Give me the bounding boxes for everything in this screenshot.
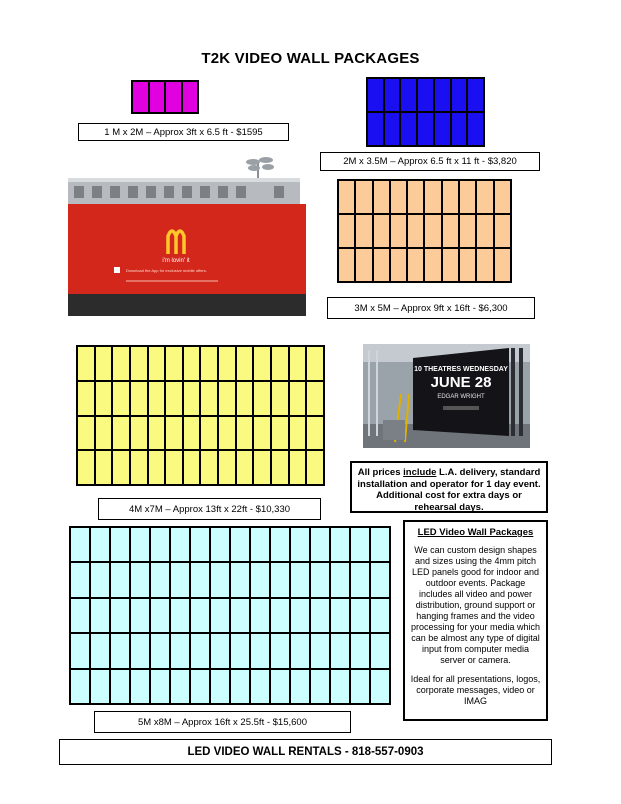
led-panel-cell — [400, 112, 417, 146]
led-panel-cell — [200, 381, 218, 416]
led-panel-cell — [290, 669, 310, 704]
led-panel-cell — [190, 598, 210, 633]
led-panel-cell — [310, 527, 330, 562]
led-panel-cell — [130, 669, 150, 704]
led-panel-cell — [350, 598, 370, 633]
led-panel-cell — [230, 669, 250, 704]
led-panel-cell — [253, 416, 271, 451]
led-panel-cell — [289, 450, 307, 485]
led-panel-cell — [150, 562, 170, 597]
led-panel-cell — [476, 248, 493, 282]
led-panel-cell — [290, 527, 310, 562]
led-panel-cell — [183, 416, 201, 451]
led-panel-cell — [355, 180, 372, 214]
led-panel-cell — [370, 598, 390, 633]
led-panel-cell — [132, 81, 149, 113]
stage-video-wall-photo — [363, 344, 530, 448]
led-panel-cell — [90, 669, 110, 704]
stage-screen-line3: EDGAR WRIGHT — [437, 394, 485, 400]
package-label-2x3.5: 2M x 3.5M – Approx 6.5 ft x 11 ft - $3,820 — [320, 152, 540, 171]
led-panel-cell — [310, 669, 330, 704]
led-panel-cell — [90, 633, 110, 668]
pricing-note-part1: All prices — [357, 467, 404, 478]
led-panel-cell — [270, 633, 290, 668]
led-panel-cell — [384, 78, 401, 112]
led-panel-cell — [253, 450, 271, 485]
led-panel-cell — [210, 669, 230, 704]
led-panel-cell — [218, 416, 236, 451]
led-panel-cell — [150, 598, 170, 633]
led-panel-cell — [310, 562, 330, 597]
led-panel-cell — [271, 381, 289, 416]
led-panel-cell — [210, 598, 230, 633]
led-panel-cell — [150, 527, 170, 562]
led-panel-cell — [77, 346, 95, 381]
led-panel-cell — [250, 527, 270, 562]
led-panel-cell — [130, 562, 150, 597]
led-panel-cell — [170, 598, 190, 633]
led-panel-cell — [148, 346, 166, 381]
led-packages-ideal-text: Ideal for all presentations, logos, corporate messages, video or IMAG — [410, 674, 541, 706]
led-panel-cell — [95, 346, 113, 381]
led-panel-cell — [289, 381, 307, 416]
led-panel-cell — [355, 248, 372, 282]
led-panel-cell — [330, 527, 350, 562]
mcd-tagline: i'm lovin' it — [162, 258, 190, 264]
led-panel-cell — [112, 346, 130, 381]
led-panel-cell — [95, 381, 113, 416]
led-panel-cell — [250, 562, 270, 597]
led-panel-cell — [390, 214, 407, 248]
led-panel-cell — [130, 346, 148, 381]
led-panel-cell — [130, 598, 150, 633]
led-panel-cell — [77, 416, 95, 451]
led-panel-cell — [77, 450, 95, 485]
led-panel-cell — [210, 562, 230, 597]
led-panel-cell — [459, 248, 476, 282]
led-panel-cell — [370, 633, 390, 668]
led-panel-cell — [373, 248, 390, 282]
led-panel-cell — [338, 180, 355, 214]
led-panel-cell — [407, 214, 424, 248]
led-panel-cell — [338, 214, 355, 248]
led-panel-cell — [451, 112, 468, 146]
led-packages-paragraph: We can custom design shapes and sizes using the 4mm pitch LED panels good for indoor and outdoor events. Package includes all video and power distribution, ground support or hanging frames and the video processing for your media which can be almost any type of digital input from computer media server or camera. — [410, 545, 541, 665]
panel-grid-4x7 — [76, 345, 325, 486]
package-label-5x8: 5M x8M – Approx 16ft x 25.5ft - $15,600 — [94, 711, 351, 733]
mcd-offer-text: Download the App for exclusive mobile offers. — [126, 268, 207, 273]
led-panel-cell — [230, 527, 250, 562]
led-panel-cell — [110, 562, 130, 597]
led-panel-cell — [290, 598, 310, 633]
led-panel-cell — [70, 633, 90, 668]
led-panel-cell — [236, 450, 254, 485]
led-panel-cell — [110, 527, 130, 562]
led-panel-cell — [367, 78, 384, 112]
led-panel-cell — [338, 248, 355, 282]
led-panel-cell — [77, 381, 95, 416]
led-panel-cell — [253, 346, 271, 381]
led-panel-cell — [148, 416, 166, 451]
led-panel-cell — [476, 180, 493, 214]
led-panel-cell — [230, 598, 250, 633]
led-panel-cell — [218, 381, 236, 416]
led-panel-cell — [330, 633, 350, 668]
led-panel-cell — [271, 346, 289, 381]
led-panel-cell — [270, 527, 290, 562]
led-panel-cell — [373, 214, 390, 248]
led-panel-cell — [170, 527, 190, 562]
led-panel-cell — [424, 248, 441, 282]
led-panel-cell — [467, 78, 484, 112]
led-panel-cell — [271, 416, 289, 451]
led-panel-cell — [210, 527, 230, 562]
led-panel-cell — [110, 598, 130, 633]
led-panel-cell — [306, 450, 324, 485]
pricing-note — [350, 461, 548, 513]
led-panel-cell — [150, 669, 170, 704]
led-panel-cell — [183, 450, 201, 485]
led-panel-cell — [417, 112, 434, 146]
led-panel-cell — [494, 214, 511, 248]
led-panel-cell — [112, 450, 130, 485]
led-panel-cell — [183, 381, 201, 416]
stage-screen-line1: 10 THEATRES WEDNESDAY — [414, 366, 508, 373]
pricing-note-underlined: include — [403, 467, 437, 478]
led-panel-cell — [170, 633, 190, 668]
led-panel-cell — [110, 633, 130, 668]
led-panel-cell — [230, 633, 250, 668]
led-panel-cell — [367, 112, 384, 146]
page-title: T2K VIDEO WALL PACKAGES — [201, 50, 420, 67]
led-panel-cell — [442, 180, 459, 214]
led-panel-cell — [165, 81, 182, 113]
led-panel-cell — [373, 180, 390, 214]
led-panel-cell — [236, 416, 254, 451]
led-panel-cell — [494, 180, 511, 214]
led-panel-cell — [459, 180, 476, 214]
led-panel-cell — [390, 180, 407, 214]
led-panel-cell — [130, 416, 148, 451]
led-panel-cell — [250, 669, 270, 704]
led-panel-cell — [310, 633, 330, 668]
led-panel-cell — [417, 78, 434, 112]
led-panel-cell — [190, 527, 210, 562]
led-panel-cell — [424, 214, 441, 248]
led-panel-cell — [330, 598, 350, 633]
package-label-1x2: 1 M x 2M – Approx 3ft x 6.5 ft - $1595 — [78, 123, 289, 141]
led-panel-cell — [170, 562, 190, 597]
led-panel-cell — [290, 633, 310, 668]
led-panel-cell — [407, 248, 424, 282]
led-panel-cell — [442, 248, 459, 282]
mcdonalds-video-wall-photo — [68, 154, 306, 316]
led-panel-cell — [350, 633, 370, 668]
led-panel-cell — [130, 381, 148, 416]
package-label-4x7: 4M x7M – Approx 13ft x 22ft - $10,330 — [98, 498, 321, 520]
led-panel-cell — [70, 598, 90, 633]
led-panel-cell — [165, 450, 183, 485]
led-panel-cell — [270, 598, 290, 633]
footer-rentals-contact: LED VIDEO WALL RENTALS - 818-557-0903 — [59, 739, 552, 765]
panel-grid-2x3.5 — [366, 77, 485, 147]
led-panel-cell — [230, 562, 250, 597]
led-panel-cell — [400, 78, 417, 112]
led-packages-description — [403, 520, 548, 721]
led-panel-cell — [370, 562, 390, 597]
led-panel-cell — [289, 416, 307, 451]
led-panel-cell — [370, 669, 390, 704]
led-panel-cell — [350, 527, 370, 562]
led-panel-cell — [200, 416, 218, 451]
led-panel-cell — [70, 562, 90, 597]
led-panel-cell — [476, 214, 493, 248]
led-panel-cell — [289, 346, 307, 381]
led-panel-cell — [165, 381, 183, 416]
led-panel-cell — [70, 669, 90, 704]
led-panel-cell — [250, 633, 270, 668]
led-panel-cell — [148, 450, 166, 485]
stage-screen-line2: JUNE 28 — [430, 374, 492, 391]
led-panel-cell — [434, 112, 451, 146]
led-panel-cell — [90, 527, 110, 562]
led-packages-heading: LED Video Wall Packages — [417, 527, 534, 538]
panel-grid-1x2 — [131, 80, 199, 114]
led-panel-cell — [130, 633, 150, 668]
led-panel-cell — [330, 669, 350, 704]
led-panel-cell — [451, 78, 468, 112]
led-panel-cell — [236, 346, 254, 381]
led-panel-cell — [112, 381, 130, 416]
led-panel-cell — [200, 450, 218, 485]
led-panel-cell — [270, 669, 290, 704]
led-panel-cell — [442, 214, 459, 248]
led-panel-cell — [384, 112, 401, 146]
package-label-3x5: 3M x 5M – Approx 9ft x 16ft - $6,300 — [327, 297, 535, 319]
led-panel-cell — [149, 81, 166, 113]
led-panel-cell — [407, 180, 424, 214]
led-panel-cell — [236, 381, 254, 416]
led-panel-cell — [270, 562, 290, 597]
led-panel-cell — [90, 562, 110, 597]
led-panel-cell — [95, 450, 113, 485]
led-panel-cell — [494, 248, 511, 282]
led-panel-cell — [130, 527, 150, 562]
led-panel-cell — [190, 562, 210, 597]
led-panel-cell — [183, 346, 201, 381]
led-panel-cell — [306, 381, 324, 416]
led-panel-cell — [306, 416, 324, 451]
led-panel-cell — [310, 598, 330, 633]
led-panel-cell — [95, 416, 113, 451]
led-panel-cell — [271, 450, 289, 485]
led-panel-cell — [253, 381, 271, 416]
led-panel-cell — [370, 527, 390, 562]
led-panel-cell — [350, 669, 370, 704]
led-panel-cell — [390, 248, 407, 282]
led-panel-cell — [218, 346, 236, 381]
led-panel-cell — [70, 527, 90, 562]
led-panel-cell — [434, 78, 451, 112]
led-panel-cell — [350, 562, 370, 597]
led-panel-cell — [190, 633, 210, 668]
led-panel-cell — [306, 346, 324, 381]
led-panel-cell — [130, 450, 148, 485]
led-panel-cell — [112, 416, 130, 451]
led-panel-cell — [190, 669, 210, 704]
led-panel-cell — [170, 669, 190, 704]
led-panel-cell — [210, 633, 230, 668]
led-panel-cell — [148, 381, 166, 416]
led-panel-cell — [330, 562, 350, 597]
led-panel-cell — [218, 450, 236, 485]
panel-grid-3x5 — [337, 179, 512, 283]
led-panel-cell — [200, 346, 218, 381]
led-panel-cell — [250, 598, 270, 633]
led-panel-cell — [150, 633, 170, 668]
led-panel-cell — [110, 669, 130, 704]
pricing-note-part2: L.A. delivery, standard installation and operator for 1 day event. Additional cost for extra days or rehearsal days. — [357, 467, 541, 513]
led-panel-cell — [355, 214, 372, 248]
led-panel-cell — [165, 416, 183, 451]
panel-grid-5x8 — [69, 526, 391, 705]
led-panel-cell — [90, 598, 110, 633]
led-panel-cell — [182, 81, 199, 113]
led-panel-cell — [165, 346, 183, 381]
led-panel-cell — [459, 214, 476, 248]
led-panel-cell — [467, 112, 484, 146]
led-panel-cell — [290, 562, 310, 597]
led-panel-cell — [424, 180, 441, 214]
